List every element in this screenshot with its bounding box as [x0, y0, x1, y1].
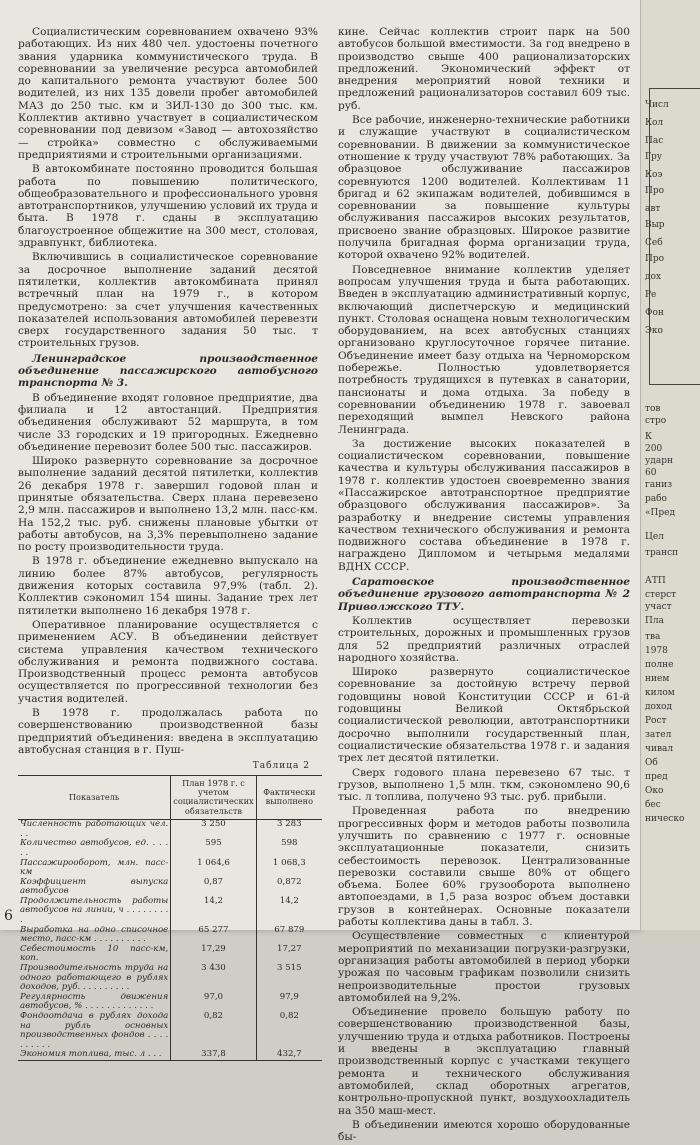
paragraph: Широко развернуто социалистическое соревнование за достойную встречу первой годовщины новой Конституции СССР и 61-й годовщины Великой Октябрьской социалистической революции, автотранспортники досрочно выполнили государственный план, социалистические обязательства 1978 г. и задания трех лет десятой пятилетки. [338, 666, 630, 765]
table-cell-label: Коэффициент выпуска автобусов [20, 876, 169, 897]
paragraph: В 1978 г. объединение ежедневно выпускало на линию более 87% автобусов, регулярность движения которых составила 97,9% (табл. 2). Коллектив сэкономил 154 шины. Задание трех лет пятилетки выполнено 16 декабря 1978 г. [18, 555, 318, 617]
table-row [18, 993, 322, 1012]
right-page-fragment: 60 [645, 468, 657, 478]
table-row [18, 820, 322, 840]
table-cell-value: 595 [171, 839, 256, 858]
right-page-fragment: дох [645, 272, 662, 282]
right-page-fragment: ганиз [645, 480, 672, 490]
right-page-fragment: тва [645, 632, 661, 642]
right-page-fragment: чивал [645, 744, 674, 754]
right-page-fragment: нием [645, 674, 670, 684]
table-cell-label: Продолжительность работы автобусов на линии, ч . . . . . . . . . [20, 895, 169, 926]
table-cell-value: 17,27 [256, 945, 322, 964]
paragraph: кине. Сейчас коллектив строит парк на 500 автобусов большой вместимости. За год внедрено в производство свыше 400 рационализаторских предложений. Экономический эффект от внедрения мероприятий новой техники и предложений рационализаторов составил 609 тыс. руб. [338, 26, 630, 112]
table-cell-value: 3 430 [171, 964, 256, 993]
table-cell-value: 598 [256, 839, 322, 858]
table-cell-value: 17,29 [171, 945, 256, 964]
table-cell-label: Себестоимость 10 пасс-км, коп. [20, 943, 169, 964]
right-page-fragment: рабо [645, 494, 667, 504]
paragraph: В объединении имеются хорошо оборудованные бы- [338, 1118, 630, 1144]
paragraph: Все рабочие, инженерно-технические работники и служащие участвуют в социалистическом соревновании. В движении за коммунистическое отношение к труду участвуют 78% работающих. За образцовое обслуживание пассажиров соревнуются 1200 водителей. Коллективам 11 бригад и 62 экипажам водителей, добившимся в соревновании за повышение культуры обслуживания пассажиров высоких результатов, присвоено звание образцовых. Широкое развитие получила бригадная форма организации труда, которой охвачено 92% водителей. [338, 114, 630, 262]
table-header: План 1978 г. с учетом социалистических обязательств [171, 775, 256, 820]
paragraph: В объединение входят головное предприятие, два филиала и 12 автостанций. Предприятия объединения обслуживают 52 маршрута, в том числе 33 городских и 19 пригородных. Ежедневно объединение перевозит более 500 тыс. пассажиров. [18, 391, 318, 453]
right-page-fragment: стерст [645, 590, 677, 600]
table-row [18, 1050, 322, 1060]
paragraph: В 1978 г. продолжалась работа по совершенствованию производственной базы предприятий объединения: введена в эксплуатацию автобусная станция в г. Пуш- [18, 707, 318, 756]
right-page-fragment: Об [645, 758, 658, 768]
table-cell-value: 0,87 [171, 878, 256, 897]
right-page-fragment: трансп [645, 548, 679, 558]
table-cell-value: 3 283 [256, 820, 322, 840]
paragraph: Проведенная работа по внедрению прогрессивных форм и методов работы позволила улучшить по сравнению с 1977 г. основные эксплуатационные показатели, снизить себестоимость перевозок. Централизованные перевозки составили свыше 80% от общего объема. Более 60% грузооборота выполнено автопоездами, в 1,5 раза возрос объем доставки грузов в контейнерах. Основные показатели работы коллектива даны в табл. 3. [338, 805, 630, 929]
right-page-fragment: Пла [645, 616, 664, 626]
right-page-fragment: Про [645, 186, 665, 196]
right-page-fragment: стро [645, 416, 667, 426]
right-page-fragment: Кол [645, 118, 664, 128]
right-page-fragment: Эко [645, 326, 663, 336]
table-cell-label: Пассажирооборот, млн. пасс-км [20, 857, 169, 878]
table-cell-value: 432,7 [256, 1050, 322, 1060]
right-page-fragment: килом [645, 688, 675, 698]
table-cell-value: 3 250 [171, 820, 256, 840]
paragraph: Социалистическим соревнованием охвачено 93% работающих. Из них 480 чел. удостоены почетного звания ударника коммунистического труда. В соревновании за увеличение ресурса автомобилей до капитального ремонта участвуют более 500 водителей, из них 135 довели пробег автомобилей МАЗ до 250 тыс. км и ЗИЛ-130 до 300 тыс. км. Коллектив активно участвует в социалистическом соревновании под девизом «Завод — автохозяйство — стройка» совместно с обслуживаемыми предприятиями и строительными организациями. [18, 26, 318, 161]
paragraph: Оперативное планирование осуществляется с применением АСУ. В объединении действует система управления качеством технического обслуживания и ремонта подвижного состава. Производственный процесс ремонта автобусов осуществляется по прогрессивной технологии без участия водителей. [18, 618, 318, 705]
right-page-fragment: Пас [645, 136, 664, 146]
paragraph: В автокомбинате постоянно проводится большая работа по повышению политического, общеобразовательного и профессионального уровня автотранспортников, улучшению условий их труда и быта. В 1978 г. сданы в эксплуатацию благоустроенное общежитие на 300 мест, столовая, здравпункт, библиотека. [18, 163, 318, 250]
right-page-edge [640, 0, 700, 930]
table-cell-value: 1 064,6 [171, 859, 256, 878]
table-row [18, 839, 322, 858]
right-page-fragment: «Пред [645, 508, 675, 518]
right-page-fragment: 1978 [645, 646, 668, 656]
table-row [18, 859, 322, 878]
table-cell-value: 0,82 [256, 1012, 322, 1050]
table-header-row [18, 775, 322, 820]
right-page-fragment: пред [645, 772, 668, 782]
paragraph: Повседневное внимание коллектив уделяет вопросам улучшения труда и быта работающих. Введен в эксплуатацию административный корпус, включающий диспетчерскую и медицинский пункт. Столовая оснащена новым технологическим оборудованием, на всех автобусных станциях организовано круглосуточное горячее питание. Объединение имеет базу отдыха на Черноморском побережье. Полностью удовлетворяется потребность трудящихся в путевках в санатории, пансионаты и дома отдыха. За победу в соревновании объединению 1978 г. завоевал переходящий вымпел Невского района Ленинграда. [338, 263, 630, 436]
right-page-fragment: ническо [645, 814, 685, 824]
table-cell-value: 337,8 [171, 1050, 256, 1060]
table-cell-value: 97,9 [256, 993, 322, 1012]
page-number: 6 [4, 908, 13, 924]
table-cell-value: 97,0 [171, 993, 256, 1012]
right-page-fragment: Рост [645, 716, 667, 726]
table-cell-value: 1 068,3 [256, 859, 322, 878]
right-page-fragment: тов [645, 404, 661, 414]
table-cell-label: Производительность труда на одного работающего в рублях доходов, руб. . . . . . . . . . [20, 963, 169, 993]
right-page-fragment: 200 [645, 444, 663, 454]
table-row [18, 926, 322, 945]
right-page-fragment: авт [645, 204, 661, 214]
table-cell-value: 14,2 [256, 897, 322, 926]
table-row [18, 897, 322, 926]
paragraph: Широко развернуто соревнование за досрочное выполнение заданий десятой пятилетки, коллектив 26 декабря 1978 г. завершил годовой план и принятые обязательства. Сверх плана перевезено 2,9 млн. пассажиров и выполнено 13,2 млн. пасс-км. На 152,2 тыс. руб. снижены плановые убытки от работы автобусов, на 3,3% перевыполнено задание по росту производительности труда. [18, 455, 318, 554]
right-page-fragment: АТП [645, 576, 666, 586]
right-page-fragment: Выр [645, 220, 665, 230]
right-page-fragment: Фон [645, 308, 664, 318]
right-page-fragment: участ [645, 602, 672, 612]
right-page-fragment: ударн [645, 456, 673, 466]
right-page-fragment: зател [645, 730, 672, 740]
paragraph: Объединение провело большую работу по совершенствованию производственной базы, улучшению труда и отдыха работников. Построены и введены в эксплуатацию главный производственный корпус с участками текущего ремонта и технического обслуживания автомобилей, склад оборотных агрегатов, контрольно-пропускной пункт, воздухоохладитель на 350 маш-мест. [338, 1006, 630, 1117]
right-column [338, 26, 630, 1145]
table-cell-label: Численность работающих чел. . . [20, 819, 169, 839]
table-cell-label: Экономия топлива, тыс. л . . . [20, 1049, 162, 1060]
paragraph: За достижение высоких показателей в социалистическом соревновании, повышение качества и культуры обслуживания пассажиров в 1978 г. коллектив удостоен своевременно звания «Пассажирское автотранспортное предприятие образцового обслуживания пассажиров». За разработку и внедрение системы управления качеством технического обслуживания и ремонта подвижного состава объединение в 1978 г. награждено Дипломом и четырьмя медалями ВДНХ СССР. [338, 437, 630, 573]
right-page-fragment: Око [645, 786, 664, 796]
table-cell-value: 3 515 [256, 964, 322, 993]
section-heading: Ленинградское производственное объединение пассажирского автобусного транспорта № 3. [18, 352, 318, 390]
table-row [18, 964, 322, 993]
table-cell-value: 67 879 [256, 926, 322, 945]
right-page-fragment: бес [645, 800, 661, 810]
paragraph: Осуществление совместных с клиентурой мероприятий по механизации погрузки-разгрузки, организация работы автомобилей в период уборки урожая по часовым графикам позволили снизить непроизводительные простои грузовых автомобилей на 9,2%. [338, 930, 630, 1004]
table-cell-label: Фондоотдача в рублях дохода на рубль основных производственных фондов . . . . . . . . . . [20, 1011, 169, 1050]
right-page-fragment: Числ [645, 100, 669, 110]
paragraph: Сверх годового плана перевезено 67 тыс. т грузов, выполнено 1,5 млн. ткм, сэкономлено 90,6 тыс. л топлива, получено 93 тыс. руб. прибыли. [338, 766, 630, 804]
right-page-fragment: доход [645, 702, 672, 712]
section-heading: Саратовское производственное объединение грузового автотранспорта № 2 Приволжского ТТУ. [338, 576, 630, 613]
table-cell-label: Выработка на одно списочное место, пасс-км . . . . . . . . . . [20, 924, 169, 945]
table-row [18, 878, 322, 897]
table-cell-value: 65 277 [171, 926, 256, 945]
left-column [18, 26, 318, 1061]
table-cell-value: 0,872 [256, 878, 322, 897]
table-cell-label: Количество автобусов, ед. . . . . . [20, 838, 169, 858]
right-page-fragment: К [645, 432, 652, 442]
right-page-fragment: Гру [645, 152, 663, 162]
right-page-fragment: Ре [645, 290, 657, 300]
table-header: Фактически выполнено [256, 775, 322, 820]
right-page-fragment: Цел [645, 532, 664, 542]
paragraph: Коллектив осуществляет перевозки строительных, дорожных и промышленных грузов для 52 предприятий различных отраслей народного хозяйства. [338, 614, 630, 664]
right-page-fragment: Коэ [645, 170, 663, 180]
right-page-fragment: Себ [645, 238, 663, 248]
table-header: Показатель [18, 775, 171, 820]
table-cell-label: Регулярность движения автобусов, % . . . . . . . . . . . . . [20, 991, 169, 1012]
table-caption: Таблица 2 [252, 761, 310, 772]
table-cell-value: 0,82 [171, 1012, 256, 1050]
right-page-fragment: полне [645, 660, 674, 670]
table-border-fragment [649, 88, 700, 385]
table-cell-value: 14,2 [171, 897, 256, 926]
right-page-fragment: Про [645, 254, 665, 264]
data-table [18, 775, 322, 1061]
table-row [18, 1012, 322, 1050]
paragraph: Включившись в социалистическое соревнование за досрочное выполнение заданий десятой пятилетки, коллектив автокомбината принял встречный план на 1979 г., в котором предусмотрено: за счет улучшения качественных показателей использования автомобилей перевезти сверх государственного задания 50 тыс. т строительных грузов. [18, 251, 318, 350]
table-row [18, 945, 322, 964]
